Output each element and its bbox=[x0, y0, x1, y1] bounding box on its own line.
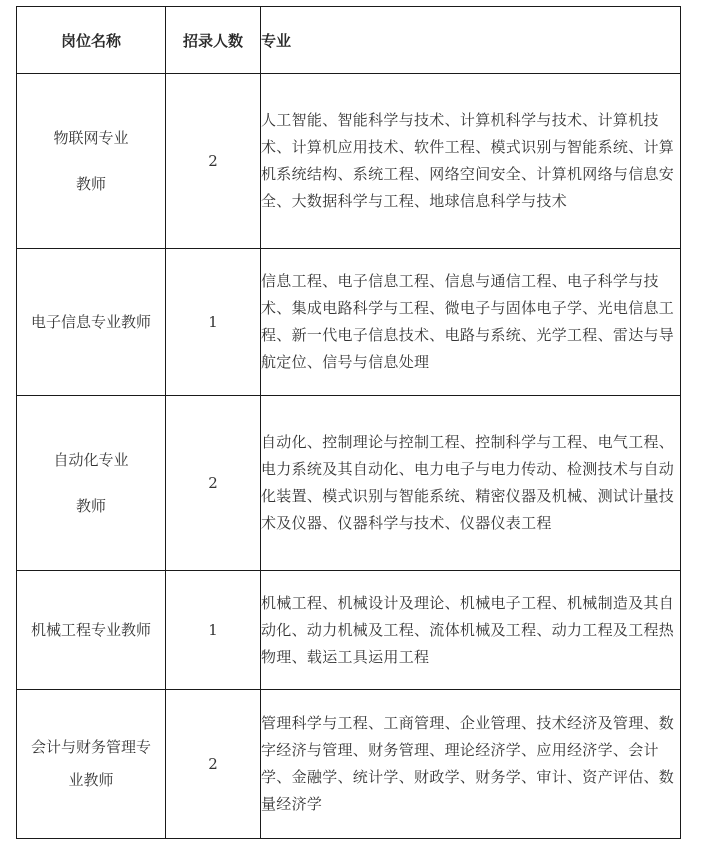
header-recruit-count: 招录人数 bbox=[166, 7, 261, 74]
position-name-cell bbox=[17, 396, 166, 571]
major-list: 机械工程、机械设计及理论、机械电子工程、机械制造及其自动化、动力机械及工程、流体机械及工程、动力工程及工程热物理、载运工具运用工程 bbox=[261, 571, 681, 690]
header-major: 专业 bbox=[261, 7, 681, 74]
recruit-count: 2 bbox=[166, 690, 261, 839]
major-list: 信息工程、电子信息工程、信息与通信工程、电子科学与技术、集成电路科学与工程、微电子与固体电子学、光电信息工程、新一代电子信息技术、电路与系统、光学工程、雷达与导航定位、信号与信息处理 bbox=[261, 249, 681, 396]
recruit-count: 1 bbox=[166, 571, 261, 690]
position-name: 自动化专业 bbox=[53, 451, 129, 469]
table-row bbox=[17, 74, 681, 249]
position-name-cell bbox=[17, 249, 166, 396]
position-name: 业教师 bbox=[68, 771, 114, 789]
recruit-count: 2 bbox=[166, 396, 261, 571]
major-list: 自动化、控制理论与控制工程、控制科学与工程、电气工程、电力系统及其自动化、电力电子与电力传动、检测技术与自动化装置、模式识别与智能系统、精密仪器及机械、测试计量技术及仪器、仪器科学与技术、仪器仪表工程 bbox=[261, 396, 681, 571]
position-name-cell bbox=[17, 571, 166, 690]
position-name-cell bbox=[17, 74, 166, 249]
recruitment-table bbox=[16, 6, 681, 839]
major-list: 管理科学与工程、工商管理、企业管理、技术经济及管理、数字经济与管理、财务管理、理论经济学、应用经济学、会计学、金融学、统计学、财政学、财务学、审计、资产评估、数量经济学 bbox=[261, 690, 681, 839]
position-name: 电子信息专业教师 bbox=[30, 313, 151, 331]
table-row bbox=[17, 396, 681, 571]
position-name: 机械工程专业教师 bbox=[30, 621, 151, 639]
position-name: 物联网专业 bbox=[53, 129, 129, 147]
header-row bbox=[17, 7, 681, 74]
position-name-cell bbox=[17, 690, 166, 839]
table-row bbox=[17, 249, 681, 396]
table-row bbox=[17, 690, 681, 839]
header-position-name: 岗位名称 bbox=[17, 7, 166, 74]
position-name: 会计与财务管理专 bbox=[30, 738, 151, 756]
table-row bbox=[17, 571, 681, 690]
recruit-count: 1 bbox=[166, 249, 261, 396]
position-name: 教师 bbox=[75, 497, 106, 515]
recruit-count: 2 bbox=[166, 74, 261, 249]
major-list: 人工智能、智能科学与技术、计算机科学与技术、计算机技术、计算机应用技术、软件工程、模式识别与智能系统、计算机系统结构、系统工程、网络空间安全、计算机网络与信息安全、大数据科学与工程、地球信息科学与技术 bbox=[261, 74, 681, 249]
position-name: 教师 bbox=[75, 175, 106, 193]
